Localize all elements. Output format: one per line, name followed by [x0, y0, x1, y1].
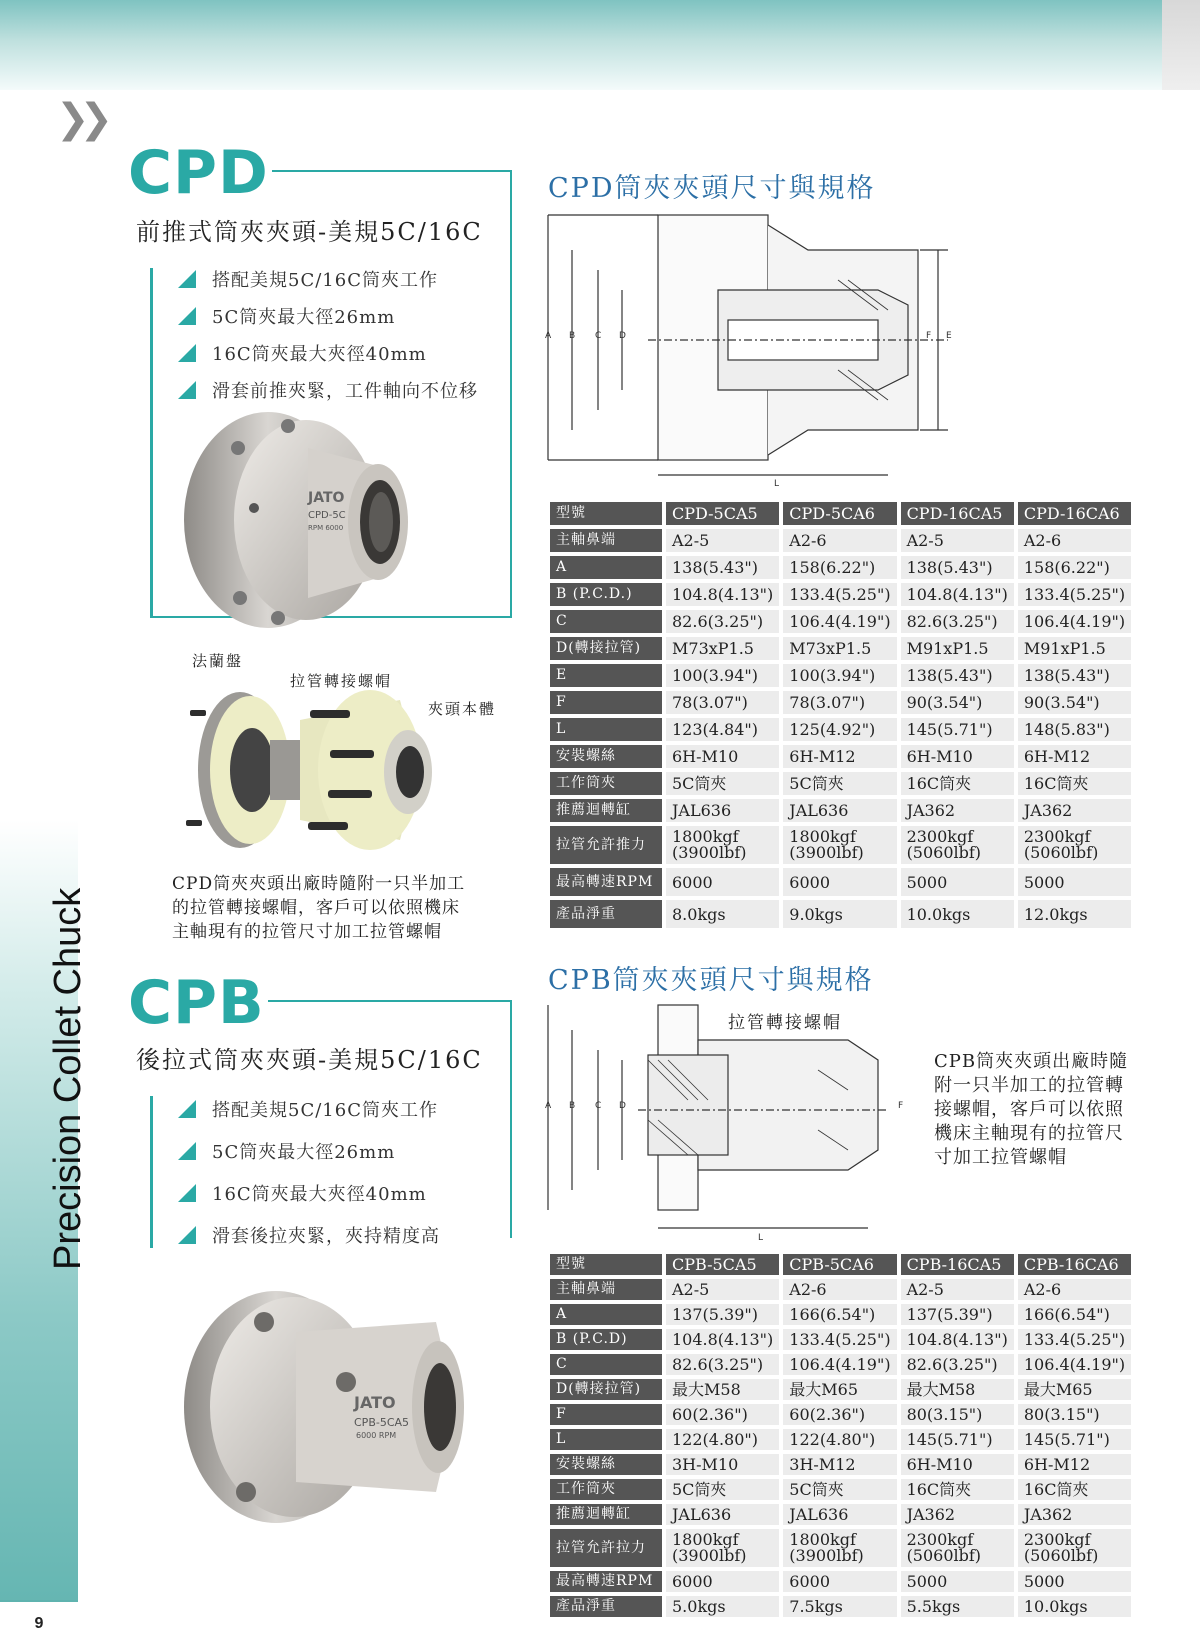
table-row: 安裝螺絲 3H-M10 3H-M12 6H-M10 6H-M12	[550, 1454, 1131, 1475]
cpb-frame-right	[510, 1000, 512, 1238]
svg-text:JATO: JATO	[308, 490, 345, 506]
table-row: 推薦迴轉缸 JAL636 JAL636 JA362 JA362	[550, 1504, 1131, 1525]
table-row: 主軸鼻端 A2-5 A2-6 A2-5 A2-6	[550, 529, 1131, 552]
table-row: E 100(3.94") 100(3.94") 138(5.43") 138(5.43")	[550, 664, 1131, 687]
cpb-feature: 搭配美規5C/16C筒夾工作	[178, 1096, 438, 1122]
cpb-technical-drawing	[545, 1000, 928, 1243]
cpd-feature: 搭配美規5C/16C筒夾工作	[178, 266, 438, 292]
table-header-row: 型號 CPB-5CA5 CPB-5CA6 CPB-16CA5 CPB-16CA6	[550, 1254, 1131, 1275]
table-row: 安裝螺絲 6H-M10 6H-M12 6H-M10 6H-M12	[550, 745, 1131, 768]
cpd-spec-title: CPD筒夾夾頭尺寸與規格	[548, 173, 876, 204]
table-row: 推薦迴轉缸 JAL636 JAL636 JA362 JA362	[550, 799, 1131, 822]
dim-label-e: E	[946, 331, 952, 341]
triangle-bullet-icon	[178, 344, 196, 362]
table-row: F 60(2.36") 60(2.36") 80(3.15") 80(3.15")	[550, 1404, 1131, 1425]
cpd-exploded-view	[180, 680, 440, 860]
table-row: 產品淨重 8.0kgs 9.0kgs 10.0kgs 12.0kgs	[550, 900, 1131, 928]
cpd-product-label: CPD-5C	[308, 510, 346, 521]
cpd-technical-drawing	[545, 210, 968, 490]
cpb-title-line	[268, 1000, 512, 1002]
table-row: 工作筒夾 5C筒夾 5C筒夾 16C筒夾 16C筒夾	[550, 772, 1131, 795]
cpb-product-label: CPB-5CA5	[354, 1416, 410, 1429]
cpd-frame-left	[150, 268, 153, 618]
cpd-title-line	[272, 170, 512, 172]
callout-chuck-body: 夾頭本體	[428, 700, 497, 718]
dim-label-f: F	[926, 331, 932, 341]
cpb-frame-left	[150, 1096, 153, 1248]
dim-label-c: C	[595, 331, 602, 341]
triangle-bullet-icon	[178, 307, 196, 325]
table-row: 最高轉速RPM 6000 6000 5000 5000	[550, 868, 1131, 896]
table-row: 產品淨重 5.0kgs 7.5kgs 5.5kgs 10.0kgs	[550, 1596, 1131, 1617]
table-header-row: 型號 CPD-5CA5 CPD-5CA6 CPD-16CA5 CPD-16CA6	[550, 502, 1131, 525]
callout-adapter-nut: 拉管轉接螺帽	[290, 672, 393, 690]
table-row: A 138(5.43") 158(6.22") 138(5.43") 158(6.22")	[550, 556, 1131, 579]
cpd-product-image	[178, 408, 438, 648]
table-row: A 137(5.39") 166(6.54") 137(5.39") 166(6.54")	[550, 1304, 1131, 1325]
dim-label-f: F	[898, 1101, 904, 1111]
dim-label-l: L	[758, 1233, 764, 1243]
dim-label-b: B	[569, 331, 576, 341]
cpd-spec-table	[546, 498, 1135, 932]
cpd-note: CPD筒夾夾頭出廠時隨附一只半加工 的拉管轉接螺帽，客戶可以依照機床 主軸現有的拉管尺寸加工拉管螺帽	[172, 874, 466, 942]
chevron-right-icon: ❯❯	[56, 96, 104, 142]
table-row: D(轉接拉管) 最大M58 最大M65 最大M58 最大M65	[550, 1379, 1131, 1400]
table-row: C 82.6(3.25") 106.4(4.19") 82.6(3.25") 106.4(4.19")	[550, 1354, 1131, 1375]
table-row: B (P.C.D) 104.8(4.13") 133.4(5.25") 104.8(4.13") 133.4(5.25")	[550, 1329, 1131, 1350]
cpb-spec-table	[546, 1250, 1135, 1621]
table-row: C 82.6(3.25") 106.4(4.19") 82.6(3.25") 106.4(4.19")	[550, 610, 1131, 633]
table-row: 拉管允許推力 1800kgf (3900lbf) 1800kgf (3900lbf) 2300kgf (5060lbf) 2300kgf (5060lbf)	[550, 826, 1131, 864]
dim-label-a: A	[545, 1101, 552, 1111]
dim-label-a: A	[545, 331, 552, 341]
cpd-subtitle: 前推式筒夾夾頭-美規5C/16C	[136, 218, 483, 246]
cpd-product-rpm: RPM 6000	[308, 524, 344, 532]
triangle-bullet-icon	[178, 381, 196, 399]
cpd-frame-right	[510, 170, 512, 618]
table-row: L 123(4.84") 125(4.92") 145(5.71") 148(5.83")	[550, 718, 1131, 741]
table-row: B (P.C.D.) 104.8(4.13") 133.4(5.25") 104.8(4.13") 133.4(5.25")	[550, 583, 1131, 606]
side-title: Precision Collet Chuck	[47, 887, 89, 1270]
triangle-bullet-icon	[178, 1184, 196, 1202]
table-row: 最高轉速RPM 6000 6000 5000 5000	[550, 1571, 1131, 1592]
callout-flange: 法蘭盤	[192, 652, 244, 670]
cpb-feature: 16C筒夾最大夾徑40mm	[178, 1180, 427, 1206]
triangle-bullet-icon	[178, 270, 196, 288]
header-band-corner	[1162, 0, 1200, 90]
cpb-feature: 5C筒夾最大徑26mm	[178, 1138, 395, 1164]
dim-label-c: C	[595, 1101, 602, 1111]
page-number: 9	[0, 1600, 78, 1648]
cpb-drawing-callout: 拉管轉接螺帽	[728, 1013, 842, 1033]
cpb-product-image	[176, 1282, 476, 1532]
cpb-spec-title: CPB筒夾夾頭尺寸與規格	[548, 965, 874, 996]
triangle-bullet-icon	[178, 1142, 196, 1160]
dim-label-d: D	[619, 1101, 626, 1111]
dim-label-l: L	[774, 479, 780, 489]
header-band	[0, 0, 1200, 90]
table-row: F 78(3.07") 78(3.07") 90(3.54") 90(3.54")	[550, 691, 1131, 714]
cpd-code: CPD	[128, 138, 269, 208]
table-row: 拉管允許拉力 1800kgf (3900lbf) 1800kgf (3900lbf) 2300kgf (5060lbf) 2300kgf (5060lbf)	[550, 1529, 1131, 1567]
triangle-bullet-icon	[178, 1226, 196, 1244]
cpb-feature: 滑套後拉夾緊，夾持精度高	[178, 1222, 440, 1248]
table-row: D(轉接拉管) M73xP1.5 M73xP1.5 M91xP1.5 M91xP1.5	[550, 637, 1131, 660]
cpb-code: CPB	[128, 968, 265, 1038]
cpd-feature: 滑套前推夾緊，工件軸向不位移	[178, 377, 478, 403]
cpb-subtitle: 後拉式筒夾夾頭-美規5C/16C	[136, 1046, 483, 1074]
cpb-note: CPB筒夾夾頭出廠時隨 附一只半加工的拉管轉 接螺帽，客戶可以依照 機床主軸現有的拉管尺 寸加工拉管螺帽	[934, 1051, 1129, 1168]
table-row: L 122(4.80") 122(4.80") 145(5.71") 145(5.71")	[550, 1429, 1131, 1450]
triangle-bullet-icon	[178, 1100, 196, 1118]
dim-label-d: D	[619, 331, 626, 341]
cpd-feature: 16C筒夾最大夾徑40mm	[178, 340, 427, 366]
cpd-feature: 5C筒夾最大徑26mm	[178, 303, 395, 329]
table-row: 主軸鼻端 A2-5 A2-6 A2-5 A2-6	[550, 1279, 1131, 1300]
table-row: 工作筒夾 5C筒夾 5C筒夾 16C筒夾 16C筒夾	[550, 1479, 1131, 1500]
dim-label-b: B	[569, 1101, 576, 1111]
svg-text:JATO: JATO	[354, 1393, 396, 1412]
cpb-product-rpm: 6000 RPM	[356, 1431, 397, 1440]
